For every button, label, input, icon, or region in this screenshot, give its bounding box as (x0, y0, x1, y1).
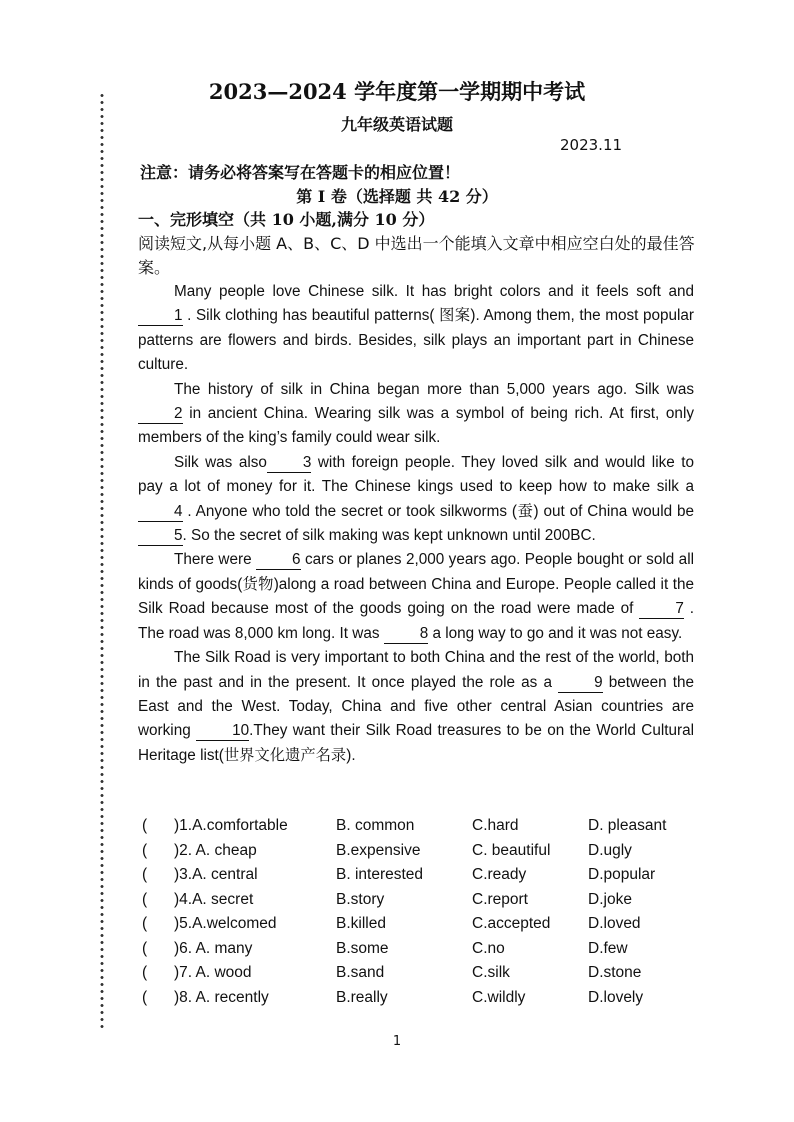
paragraph-2 (138, 378, 694, 451)
page-number: 1 (392, 1034, 402, 1049)
option-c: C.accepted (472, 915, 551, 932)
section-instruction: 阅读短文,从每小题 A、B、C、D 中选出一个能填入文章中相应空白处的最佳答案。 (138, 234, 695, 277)
text: in ancient China. Wearing silk was a symbol of being rich. At first, only members of the king’s family could wear silk. (138, 405, 694, 447)
option-d: D.loved (588, 915, 641, 932)
reading-passage (138, 280, 694, 768)
option-c: C.report (472, 890, 528, 908)
option-b: B.some (336, 939, 389, 957)
answer-paren: ( (142, 817, 148, 834)
part-heading: 第 I 卷（选择题 共 42 分） (296, 187, 498, 206)
paragraph-1 (138, 280, 694, 378)
blank-5: 5 (138, 527, 183, 546)
option-row (138, 866, 698, 891)
answer-paren: ( (142, 915, 148, 932)
option-d: D. pleasant (588, 817, 667, 834)
blank-6: 6 (256, 551, 301, 570)
option-d: D.lovely (588, 988, 644, 1006)
blank-3: 3 (267, 454, 312, 473)
text: The Silk Road is very important to both China and the rest of the world, both in the past and in the present. It once played the role as a (138, 649, 694, 691)
option-row (138, 891, 698, 916)
option-b: B.story (336, 890, 385, 908)
exam-date: 2023.11 (560, 136, 623, 154)
option-a: )1.A.comfortable (174, 817, 288, 834)
section-title: 一、完形填空（共 10 小题,满分 10 分） (138, 210, 435, 229)
option-b: B.killed (336, 915, 386, 932)
option-a: )4.A. secret (174, 890, 254, 908)
option-d: D.few (588, 939, 628, 957)
paragraph-4 (138, 548, 694, 646)
option-d: D.joke (588, 890, 632, 908)
text: between the East and the West. Today, China and five other central Asian countries are working (138, 673, 694, 740)
option-c: C.ready (472, 866, 527, 883)
option-row (138, 940, 698, 965)
option-b: B. common (336, 817, 415, 834)
answer-paren: ( (142, 866, 148, 883)
blank-2: 2 (138, 405, 183, 424)
text: a long way to go and it was not easy. (428, 624, 683, 642)
binding-margin-dots (100, 92, 104, 1032)
blank-8: 8 (384, 625, 429, 644)
option-a: )5.A.welcomed (174, 915, 277, 932)
option-c: C.hard (472, 817, 519, 834)
option-row (138, 842, 698, 867)
option-a: )7. A. wood (174, 964, 252, 981)
blank-9: 9 (558, 674, 603, 693)
blank-1: 1 (138, 307, 183, 326)
option-d: D.ugly (588, 841, 632, 859)
options-list (138, 817, 698, 1013)
option-b: B.expensive (336, 841, 421, 859)
paragraph-3 (138, 451, 694, 549)
text: . The road was 8,000 km long. It was (138, 600, 694, 642)
answer-paren: ( (142, 890, 148, 908)
answer-paren: ( (142, 964, 148, 981)
option-row (138, 817, 698, 842)
answer-paren: ( (142, 988, 148, 1006)
option-d: D.popular (588, 866, 656, 883)
blank-4: 4 (138, 503, 183, 522)
text: with foreign people. They loved silk and would like to pay a lot of money for it. The Chinese kings used to keep how to make silk a (138, 453, 694, 496)
option-row (138, 915, 698, 940)
text: . Anyone who told the secret or took silkworms (蚕) out of China would be (182, 502, 694, 520)
text: The history of silk in China began more than 5,000 years ago. Silk was (174, 380, 694, 398)
answer-paren: ( (142, 939, 148, 957)
notice: 注意：请务必将答案写在答题卡的相应位置！ (140, 163, 461, 182)
option-c: C.wildly (472, 988, 526, 1006)
blank-10: 10 (196, 722, 249, 741)
option-a: )6. A. many (174, 939, 253, 957)
answer-paren: ( (142, 841, 148, 859)
option-c: C.silk (472, 964, 510, 981)
text: . So the secret of silk making was kept unknown until 200BC. (182, 527, 596, 545)
exam-title: 2023—2024 学年度第一学期期中考试 (208, 79, 586, 104)
paragraph-5 (138, 646, 694, 768)
text: .They want their Silk Road treasures to be on the World Cultural Heritage list(世界文化遗产名录). (138, 722, 694, 764)
blank-7: 7 (639, 600, 684, 619)
option-c: C.no (472, 939, 505, 957)
option-c: C. beautiful (472, 841, 551, 859)
option-a: )8. A. recently (174, 988, 269, 1006)
text: . Silk clothing has beautiful patterns( 图案). Among them, the most popular patterns are flowers and birds. Besides, silk plays an important part in Chinese culture. (138, 307, 694, 374)
option-a: )2. A. cheap (174, 841, 257, 859)
option-b: B. interested (336, 866, 424, 883)
option-a: )3.A. central (174, 866, 258, 883)
option-row (138, 964, 698, 989)
exam-subtitle: 九年级英语试题 (340, 115, 453, 134)
text: Silk was also (174, 453, 267, 471)
option-row (138, 989, 698, 1014)
option-b: B.really (336, 988, 388, 1006)
text: Many people love Chinese silk. It has bright colors and it feels soft and (174, 283, 694, 300)
option-b: B.sand (336, 964, 385, 981)
option-d: D.stone (588, 964, 642, 981)
text: cars or planes 2,000 years ago. People bought or sold all kinds of goods(货物)along a road between China and Europe. People called it the Silk Road because most of the goods going on the road were made of (138, 551, 694, 618)
text: There were (174, 551, 257, 569)
